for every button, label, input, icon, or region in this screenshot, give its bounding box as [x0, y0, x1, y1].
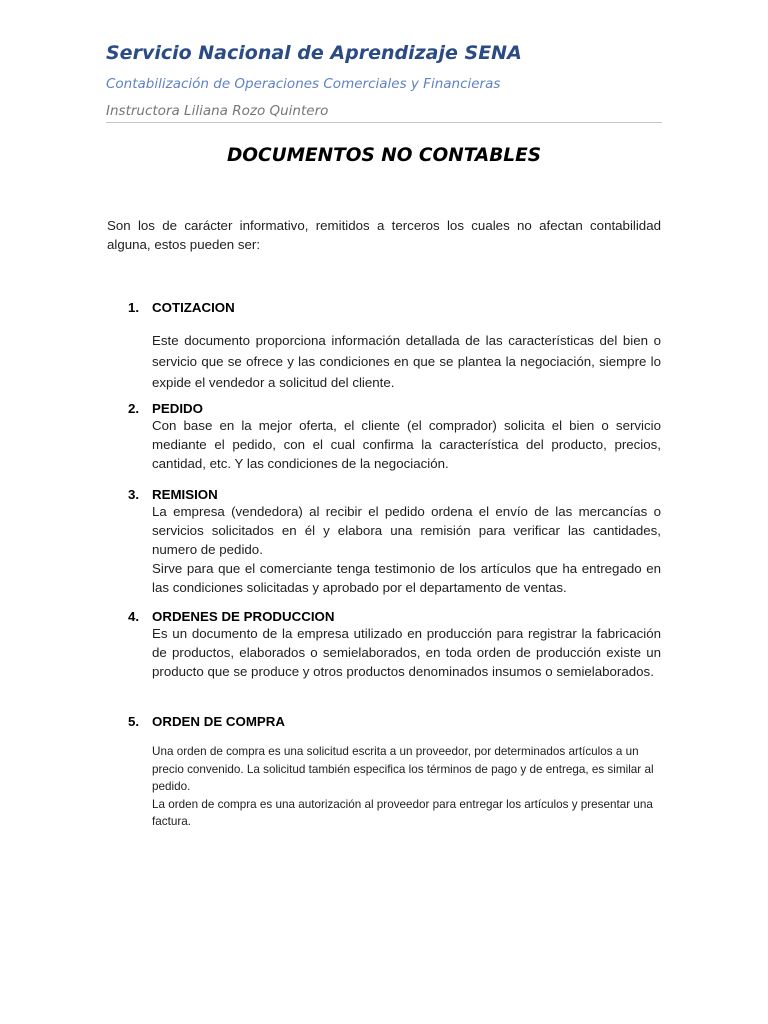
section-body-remision [152, 502, 661, 597]
section-number: 1. [128, 300, 140, 315]
section-number: 5. [128, 714, 140, 729]
section-paragraph: Es un documento de la empresa utilizado en producción para registrar la fabricación de productos, elaborados o semielaborados, en toda orden de producción existe un producto que se produce y otros productos denominados insumos o semielaborados. [152, 626, 661, 679]
section-paragraph: La orden de compra es una autorización al proveedor para entregar los artículos y presentar una factura. [152, 797, 653, 828]
section-body-ordenes-de-produccion [152, 624, 661, 681]
section-paragraph: Este documento proporciona información detallada de las características del bien o servicio que se ofrece y las condiciones en que se plantea la negociación, siempre lo expide el vendedor a solicitud del cliente. [152, 333, 661, 390]
section-paragraph: Una orden de compra es una solicitud escrita a un proveedor, por determinados artículos a un precio convenido. La solicitud también especifica los términos de pago y de entrega, es similar al pedido. [152, 745, 654, 793]
section-title-orden-de-compra: ORDEN DE COMPRA [152, 714, 285, 729]
section-body-pedido [152, 416, 661, 473]
intro-paragraph: Son los de carácter informativo, remitidos a terceros los cuales no afectan contabilidad alguna, estos pueden ser: [107, 218, 661, 252]
section-title-ordenes-de-produccion: ORDENES DE PRODUCCION [152, 609, 335, 624]
section-title-pedido: PEDIDO [152, 401, 203, 416]
instructor-name: Instructora Liliana Rozo Quintero [106, 103, 329, 119]
section-title-remision: REMISION [152, 487, 218, 502]
section-body-orden-de-compra [152, 743, 661, 831]
section-number: 2. [128, 401, 140, 416]
section-title-cotizacion: COTIZACION [152, 300, 235, 315]
course-name: Contabilización de Operaciones Comerciales y Financieras [106, 76, 501, 92]
section-paragraph: La empresa (vendedora) al recibir el pedido ordena el envío de las mercancías o servicios solicitados en él y elabora una remisión para verificar las cantidades, numero de pedido. [152, 504, 661, 557]
section-number: 3. [128, 487, 140, 502]
section-paragraph: Con base en la mejor oferta, el cliente (el comprador) solicita el bien o servicio mediante el pedido, con el cual confirma la característica del producto, precios, cantidad, etc. Y las condiciones de la negociación. [152, 418, 661, 471]
section-number: 4. [128, 609, 140, 624]
organization-name: Servicio Nacional de Aprendizaje SENA [106, 42, 522, 64]
section-body-cotizacion [152, 330, 661, 393]
document-title: DOCUMENTOS NO CONTABLES [226, 145, 542, 166]
header-divider [106, 122, 662, 123]
section-paragraph: Sirve para que el comerciante tenga testimonio de los artículos que ha entregado en las condiciones solicitadas y aprobado por el departamento de ventas. [152, 561, 661, 595]
